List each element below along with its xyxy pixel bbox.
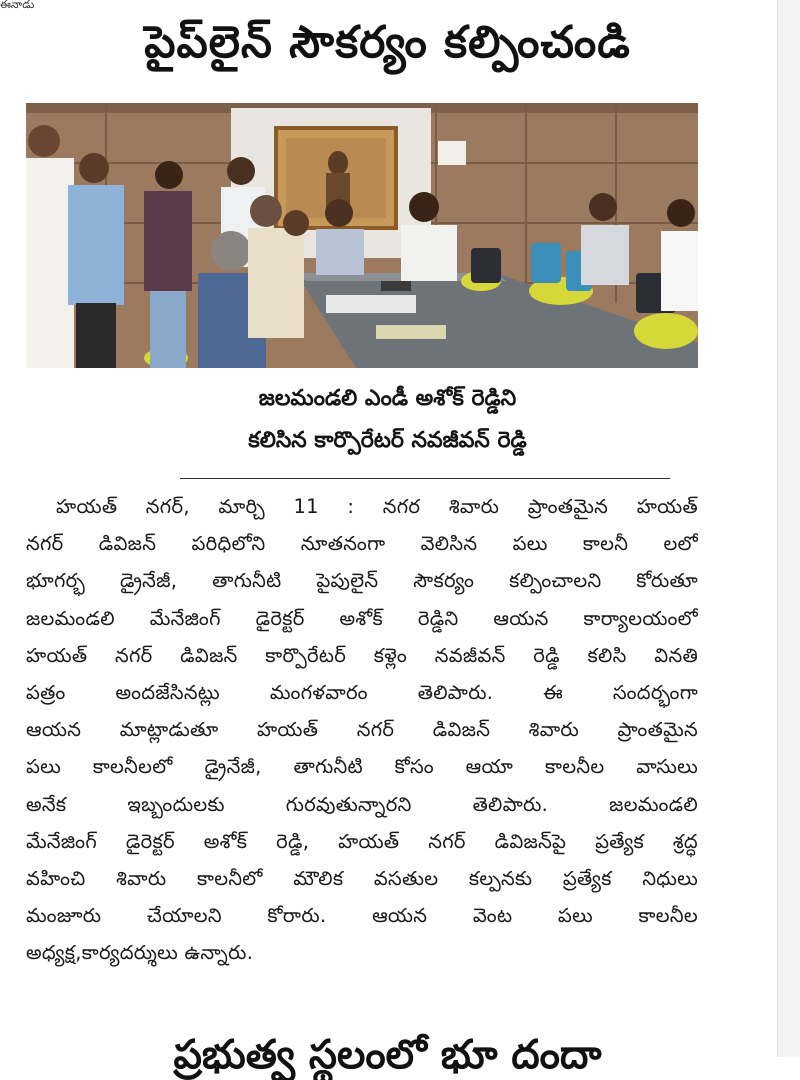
body-line: పలు కాలనీలలో డ్రైనేజీ, తాగునీటి కోసం ఆయా కాలనీల వాసులు xyxy=(26,755,698,779)
article-body xyxy=(26,488,698,971)
body-line: హయత్ నగర్, మార్చి 11 : నగర శివారు ప్రాంతమైన హయత్ xyxy=(56,495,698,518)
caption-divider xyxy=(180,478,670,479)
next-article-headline: ప్రభుత్వ స్థలంలో భూ దందా xyxy=(173,1032,602,1078)
body-line: మేనేజింగ్ డైరెక్టర్ అశోక్ రెడ్డి, హయత్ నగర్ డివిజన్‌పై ప్రత్యేక శ్రద్ధ xyxy=(26,829,698,853)
article-headline: పైప్‌లైన్ సౌకర్యం కల్పించండి xyxy=(144,17,631,68)
body-line: మంజూరు చేయాలని కోరారు. ఆయన వెంట పలు కాలనీల xyxy=(26,904,698,928)
top-fragment-text: ఈనాడు xyxy=(0,0,35,10)
body-line: హయత్ నగర్ డివిజన్ కార్పొరేటర్ కళ్లెం నవజీవన్ రెడ్డి కలిసి వినతి xyxy=(26,643,698,667)
body-line: నగర్ డివిజన్ పరిధిలోని నూతనంగా వెలిసిన పలు కాలనీ లలో xyxy=(26,532,698,556)
body-line: భూగర్భ డ్రైనేజీ, తాగునీటి పైపులైన్ సౌకర్యం కల్పించాలని కోరుతూ xyxy=(26,569,698,593)
body-line: ఆయన మాట్లాడుతూ హయత్ నగర్ డివిజన్ శివారు ప్రాంతమైన xyxy=(26,718,698,742)
article-photo xyxy=(26,103,698,368)
body-line: అనేక ఇబ్బందులకు గురవుతున్నారని తెలిపారు. జలమండలి xyxy=(26,792,698,816)
photo-caption-line-2: కలిసిన కార్పొరేటర్ నవజీవన్ రెడ్డి xyxy=(248,428,527,453)
body-line: జలమండలి మేనేజింగ్ డైరెక్టర్ అశోక్ రెడ్డిని ఆయన కార్యాలయంలో xyxy=(26,606,698,630)
body-line: అధ్యక్ష,కార్యదర్శులు ఉన్నారు. xyxy=(26,941,254,965)
body-line: వహించి శివారు కాలనీలో మౌలిక వసతుల కల్పనకు ప్రత్యేక నిధులు xyxy=(26,866,698,890)
photo-caption-line-1: జలమండలి ఎండీ అశోక్ రెడ్డిని xyxy=(258,386,517,411)
page-edge xyxy=(777,0,800,1057)
body-line: పత్రం అందజేసినట్లు మంగళవారం తెలిపారు. ఈ సందర్భంగా xyxy=(26,680,698,704)
